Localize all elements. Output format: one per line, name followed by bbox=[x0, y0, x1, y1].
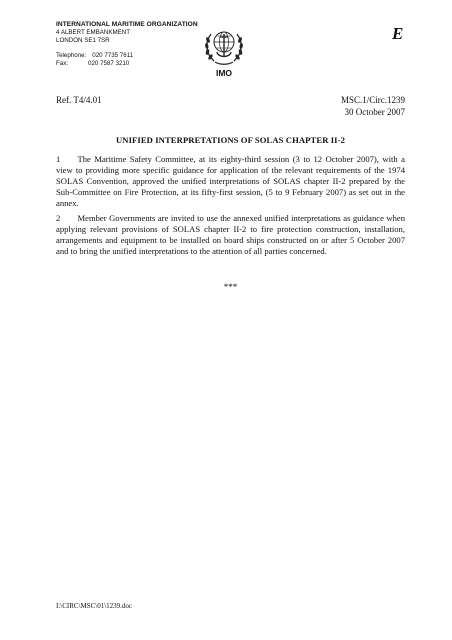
telephone-value: 020 7735 7611 bbox=[92, 52, 134, 59]
fax-label: Fax: bbox=[56, 60, 69, 67]
circular-date: 30 October 2007 bbox=[344, 106, 405, 117]
language-code: E bbox=[392, 24, 404, 43]
circular-info bbox=[341, 95, 405, 118]
address-line-1: 4 ALBERT EMBANKMENT bbox=[56, 29, 131, 36]
paragraph-2: 2 Member Governments are invited to use the annexed unified interpretations as guidance when applying relevant provisions of SOLAS chapter II-2 to fire protection construction, installation, arrangements and equipment to be installed on board ships constructed on or after 5 October 2007 and to bring the unified interpretations to the attention of all parties concerned. bbox=[56, 213, 405, 256]
telephone-label: Telephone: bbox=[56, 52, 87, 59]
document-title: UNIFIED INTERPRETATIONS OF SOLAS CHAPTER II-2 bbox=[115, 135, 345, 145]
fax-line bbox=[56, 60, 198, 68]
circular-number: MSC.1/Circ.1239 bbox=[340, 95, 405, 105]
imo-emblem-icon bbox=[201, 22, 247, 68]
file-path-footer: I:\CIRC\MSC\01\1239.doc bbox=[56, 602, 133, 610]
fax-value: 020 7587 3210 bbox=[88, 60, 130, 67]
reference-number: Ref. T4/4.01 bbox=[56, 95, 102, 105]
address-line-2: LONDON SE1 7SR bbox=[56, 37, 110, 44]
org-header bbox=[56, 21, 198, 68]
telephone-line bbox=[56, 52, 198, 60]
org-name: INTERNATIONAL MARITIME ORGANIZATION bbox=[56, 21, 198, 28]
section-separator: *** bbox=[223, 282, 238, 292]
paragraph-1: 1 The Maritime Safety Committee, at its eighty-third session (3 to 12 October 2007), with a view to providing more specific guidance for application of the relevant requirements of the 1974 SOLAS Convention, approved the unified interpretations of SOLAS chapter II-2 prepared by the Sub-Committee on Fire Protection, at its fifty-first session, (5 to 9 February 2007) as set out in the annex. bbox=[56, 154, 405, 208]
imo-logo-text: IMO bbox=[215, 68, 233, 78]
